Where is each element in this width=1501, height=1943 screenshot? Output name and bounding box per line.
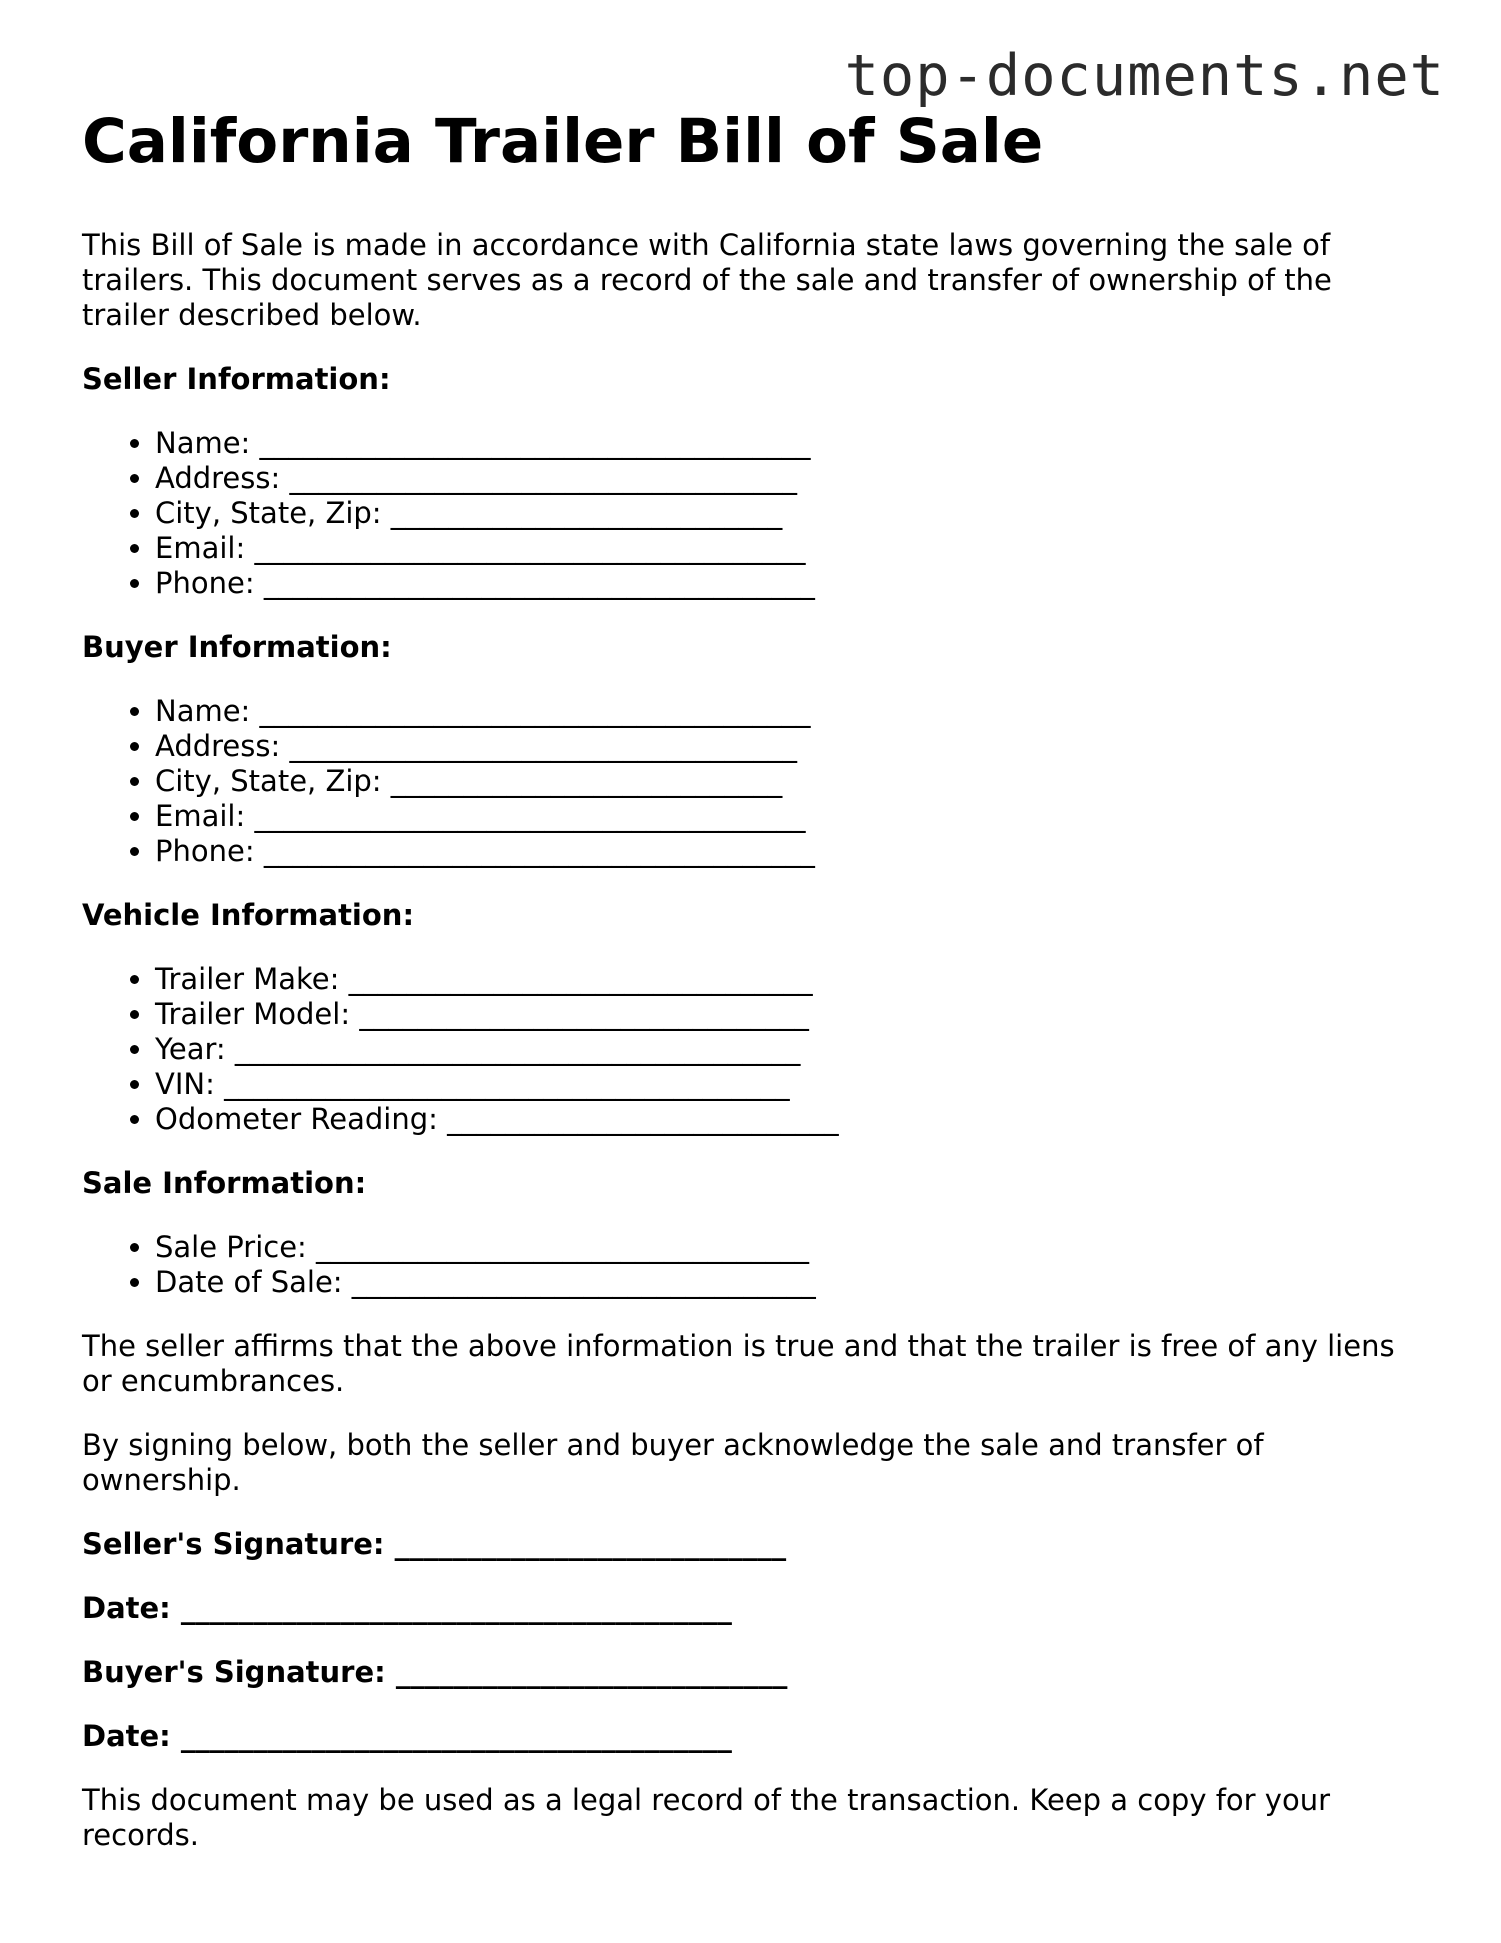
field-label: Email:: [155, 799, 246, 833]
field-label: Address:: [155, 729, 281, 763]
field-label: Date of Sale:: [155, 1265, 343, 1299]
field-label: City, State, Zip:: [155, 496, 382, 530]
buyer-information-list: [82, 694, 1422, 869]
watermark: top-documents.net: [844, 43, 1445, 109]
field-label: Odometer Reading:: [155, 1102, 438, 1136]
fill-in-blank[interactable]: ________________________________: [351, 1265, 816, 1299]
document-page: [82, 100, 1422, 1853]
seller-address-field: [155, 461, 1422, 496]
field-label: Sale Price:: [155, 1230, 307, 1264]
vehicle-information-list: [82, 962, 1422, 1137]
acknowledgement-paragraph: By signing below, both the seller and buyer acknowledge the sale and transfer of ownership.: [82, 1428, 1264, 1497]
buyer-phone-field: [155, 834, 1422, 869]
seller-date-line[interactable]: Date: ______________________________________: [82, 1591, 732, 1625]
fill-in-blank[interactable]: _______________________________________: [224, 1067, 790, 1101]
fill-in-blank[interactable]: ______________________________________: [254, 531, 806, 565]
seller-name-field: [155, 426, 1422, 461]
trailer-make-field: [155, 962, 1422, 997]
footer-note: This document may be used as a legal record of the transaction. Keep a copy for your records.: [82, 1783, 1331, 1852]
buyer-email-field: [155, 799, 1422, 834]
seller-phone-field: [155, 566, 1422, 601]
fill-in-blank[interactable]: __________________________________: [316, 1230, 810, 1264]
document-title: California Trailer Bill of Sale: [82, 106, 1044, 177]
vin-field: [155, 1067, 1422, 1102]
field-label: City, State, Zip:: [155, 764, 382, 798]
fill-in-blank[interactable]: ______________________________________: [263, 834, 815, 868]
field-label: Name:: [155, 694, 251, 728]
field-label: Email:: [155, 531, 246, 565]
seller-signature-line[interactable]: Seller's Signature: ___________________________: [82, 1527, 787, 1561]
fill-in-blank[interactable]: _______________________________: [359, 997, 809, 1031]
fill-in-blank[interactable]: ________________________________: [348, 962, 813, 996]
fill-in-blank[interactable]: ___________________________________: [289, 729, 797, 763]
buyer-city-state-zip-field: [155, 764, 1422, 799]
field-label: VIN:: [155, 1067, 215, 1101]
sale-information-list: [82, 1230, 1422, 1300]
fill-in-blank[interactable]: ___________________________: [390, 496, 783, 530]
fill-in-blank[interactable]: ___________________________: [447, 1102, 839, 1136]
fill-in-blank[interactable]: ______________________________________: [259, 426, 811, 460]
trailer-model-field: [155, 997, 1422, 1032]
fill-in-blank[interactable]: ______________________________________: [254, 799, 806, 833]
fill-in-blank[interactable]: ______________________________________: [259, 694, 811, 728]
odometer-reading-field: [155, 1102, 1422, 1137]
field-label: Trailer Make:: [155, 962, 340, 996]
field-label: Address:: [155, 461, 281, 495]
field-label: Trailer Model:: [155, 997, 351, 1031]
field-label: Phone:: [155, 566, 255, 600]
buyer-name-field: [155, 694, 1422, 729]
intro-paragraph: This Bill of Sale is made in accordance with California state laws governing the sale of trailers. This document serves as a record of the sale and transfer of ownership of the trailer described below.: [82, 228, 1332, 332]
buyer-address-field: [155, 729, 1422, 764]
seller-email-field: [155, 531, 1422, 566]
buyer-signature-line[interactable]: Buyer's Signature: ___________________________: [82, 1655, 788, 1689]
year-field: [155, 1032, 1422, 1067]
field-label: Year:: [155, 1032, 226, 1066]
fill-in-blank[interactable]: _______________________________________: [234, 1032, 801, 1066]
date-of-sale-field: [155, 1265, 1422, 1300]
fill-in-blank[interactable]: ______________________________________: [263, 566, 815, 600]
seller-information-heading: Seller Information:: [82, 362, 391, 396]
sale-information-heading: Sale Information:: [82, 1166, 367, 1200]
affirmation-paragraph: The seller affirms that the above information is true and that the trailer is free of any liens or encumbrances.: [82, 1329, 1395, 1398]
fill-in-blank[interactable]: ___________________________________: [289, 461, 797, 495]
buyer-information-heading: Buyer Information:: [82, 630, 392, 664]
field-label: Name:: [155, 426, 251, 460]
vehicle-information-heading: Vehicle Information:: [82, 898, 415, 932]
field-label: Phone:: [155, 834, 255, 868]
fill-in-blank[interactable]: ___________________________: [390, 764, 783, 798]
seller-city-state-zip-field: [155, 496, 1422, 531]
seller-information-list: [82, 426, 1422, 601]
sale-price-field: [155, 1230, 1422, 1265]
buyer-date-line[interactable]: Date: ______________________________________: [82, 1719, 732, 1753]
